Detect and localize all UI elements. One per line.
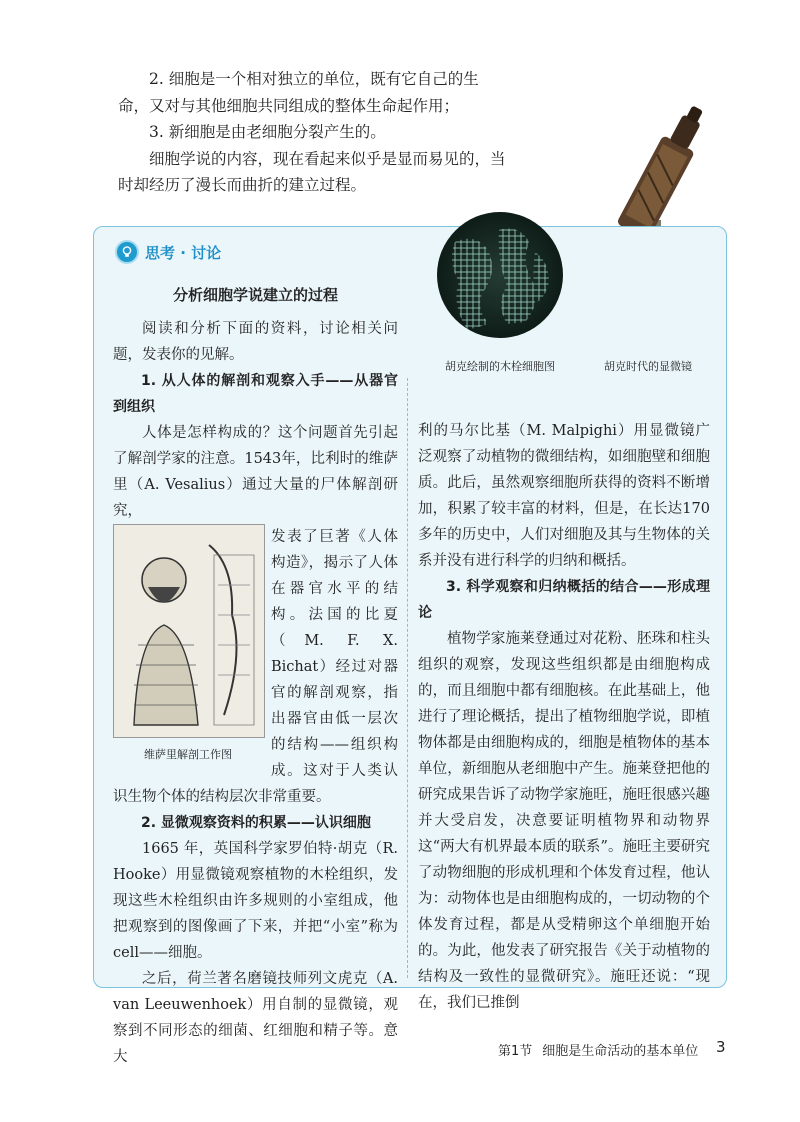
section-2-paragraph-2: 之后，荷兰著名磨镜技师列文虎克（A. van Leeuwenhoek）用自制的显微镜，观察到不同形态的细菌、红细胞和精子等。意大 [113, 971, 398, 1065]
cork-cell-image [437, 212, 563, 338]
intro-paragraph-3: 3. 新细胞是由老细胞分裂产生的。 [149, 123, 386, 141]
page-footer [498, 1040, 708, 1059]
intro-paragraph-2: 2. 细胞是一个相对独立的单位，既有它自己的生命，又对与其他细胞共同组成的整体生命起作用； [118, 70, 479, 115]
section-1-title: 1. 从人体的解剖和观察入手——从器官到组织 [113, 373, 398, 415]
intro-text [118, 66, 508, 199]
microscope-caption: 胡克时代的显微镜 [604, 360, 692, 373]
section-1-text-b: 发表了巨著《人体构造》，揭示了人体在器官水平的结构。法国的比夏（M. F. X. Bichat）经过对器官的解剖观察，指出器官由低一层次的结构——组织构成。这对于人类认识生物个体的结构层次非常重要。 [113, 529, 398, 805]
lightbulb-icon [115, 240, 139, 264]
section-1-text-a: 人体是怎样构成的？这个问题首先引起了解剖学家的注意。1543年，比利时的维萨里（A. Vesalius）通过大量的尸体解剖研究， [113, 425, 398, 519]
section-2-title: 2. 显微观察资料的积累——认识细胞 [141, 815, 371, 831]
panel-intro: 阅读和分析下面的资料，讨论相关问题，发表你的见解。 [113, 321, 398, 363]
right-paragraph-1: 利的马尔比基（M. Malpighi）用显微镜广泛观察了动植物的微细结构，如细胞壁和细胞质。此后，虽然观察细胞所获得的资料不断增加，积累了较丰富的材料，但是，在长达170多年的历史中，人们对细胞及其与生物体的关系并没有进行科学的归纳和概括。 [418, 423, 710, 569]
footer-section: 第1节 [498, 1044, 533, 1059]
column-divider [407, 378, 408, 978]
intro-paragraph-summary: 细胞学说的内容，现在看起来似乎是显而易见的，当时却经历了漫长而曲折的建立过程。 [118, 149, 506, 194]
badge-label: 思考 · 讨论 [145, 243, 222, 262]
left-column [113, 282, 398, 1070]
section-3-title: 3. 科学观察和归纳概括的结合——形成理论 [418, 579, 710, 621]
cork-cell-caption: 胡克绘制的木栓细胞图 [445, 360, 555, 373]
footer-title: 细胞是生命活动的基本单位 [542, 1044, 699, 1059]
vesalius-caption: 维萨里解剖工作图 [144, 748, 232, 761]
section-3-paragraph-1: 植物学家施莱登通过对花粉、胚珠和柱头组织的观察，发现这些组织都是由细胞构成的，而且细胞中都有细胞核。在此基础上，他进行了理论概括，提出了植物细胞学说，即植物体都是由细胞构成的，细胞是植物体的基本单位，新细胞从老细胞中产生。施莱登把他的研究成果告诉了动物学家施旺，施旺很感兴趣并大受启发，决意要证明植物界和动物界这“两大有机界最本质的联系”。施旺主要研究了动物细胞的形成机理和个体发育过程，他认为：动物体也是由细胞构成的，一切动物的个体发育过程，都是从受精卵这个单细胞开始的。为此，他发表了研究报告《关于动植物的结构及一致性的显微研究》。施旺还说：“现在，我们已推倒 [418, 631, 710, 1011]
panel-title: 分析细胞学说建立的过程 [172, 286, 338, 304]
section-2-paragraph-1: 1665 年，英国科学家罗伯特·胡克（R. Hooke）用显微镜观察植物的木栓组织，发现这些木栓组织由许多规则的小室组成，他把观察到的图像画了下来，并把“小室”称为cell——细胞。 [113, 841, 398, 961]
vesalius-image [113, 524, 265, 738]
page-number: 3 [716, 1038, 726, 1056]
right-column [418, 418, 710, 1016]
think-discuss-badge [115, 240, 221, 264]
vesalius-figure [113, 524, 263, 764]
